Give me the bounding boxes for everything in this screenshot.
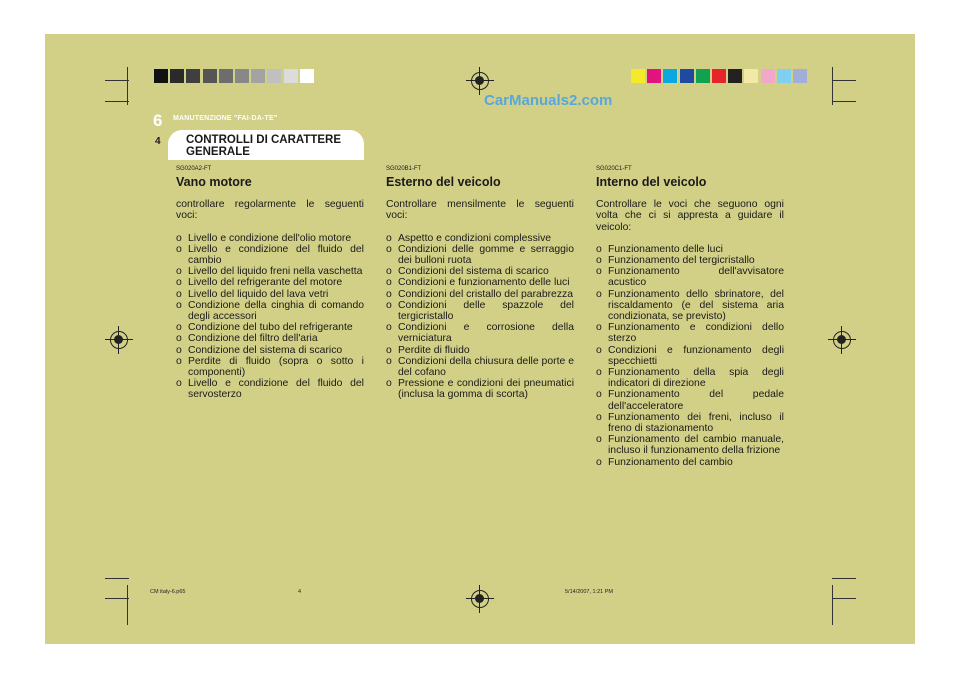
section-code: SG020C1-FT — [596, 166, 632, 172]
section-intro: controllare regolarmente le seguenti voci: — [176, 199, 364, 222]
checklist-item-text: Perdite di fluido (sopra o sotto i componenti) — [188, 355, 364, 379]
column-exterior — [386, 164, 574, 401]
bullet-marker: o — [386, 232, 392, 244]
checklist-item — [596, 266, 784, 288]
checklist-item — [176, 289, 364, 300]
color-swatch — [203, 69, 217, 83]
color-swatch — [728, 69, 742, 83]
color-swatch — [647, 69, 661, 83]
bullet-marker: o — [596, 434, 602, 446]
checklist-item — [176, 277, 364, 288]
checklist-item-text: Funzionamento del pedale dell'acceleratore — [608, 389, 784, 412]
checklist-item — [176, 322, 364, 333]
bullet-marker: o — [596, 288, 602, 300]
section-code: SG020A2-FT — [176, 166, 212, 172]
checklist-item — [176, 300, 364, 322]
checklist-item-text: Condizione della cinghia di comando degli accessori — [188, 299, 364, 323]
bullet-marker: o — [596, 243, 602, 255]
bullet-marker: o — [596, 411, 602, 423]
checklist-item — [176, 266, 364, 277]
checklist-item — [596, 289, 784, 323]
checklist — [176, 233, 364, 401]
crop-mark — [105, 598, 129, 599]
bullet-marker: o — [176, 344, 182, 356]
checklist-item-text: Perdite di fluido — [398, 344, 470, 356]
column-engine-bay — [176, 164, 364, 401]
checklist-item — [386, 244, 574, 266]
bullet-marker: o — [176, 355, 182, 367]
checklist-item-text: Funzionamento e condizioni dello sterzo — [608, 322, 784, 345]
crop-mark — [832, 578, 856, 579]
bullet-marker: o — [386, 243, 392, 255]
chapter-number: 6 — [153, 111, 163, 130]
checklist-item-text: Funzionamento dell'avvisatore acustico — [608, 266, 784, 289]
bullet-marker: o — [386, 299, 392, 311]
checklist-item-text: Livello e condizione del fluido del cambio — [188, 243, 364, 267]
checklist-item — [596, 244, 784, 255]
checklist-item — [386, 356, 574, 378]
bullet-marker: o — [176, 266, 182, 278]
bullet-marker: o — [596, 344, 602, 356]
color-swatch — [267, 69, 281, 83]
bullet-marker: o — [176, 299, 182, 311]
crop-mark — [127, 67, 128, 105]
checklist-item-text: Livello e condizione dell'olio motore — [188, 232, 352, 244]
checklist-item-text: Funzionamento del cambio — [608, 456, 733, 468]
checklist-item-text: Condizioni e funzionamento degli specchietti — [608, 344, 784, 367]
checklist-item — [386, 277, 574, 288]
section-intro: Controllare le voci che seguono ogni volta che ci si appresta a guidare il veicolo: — [596, 199, 784, 233]
registration-mark-icon — [110, 331, 128, 349]
color-swatch — [680, 69, 694, 83]
bullet-marker: o — [176, 232, 182, 244]
checklist-item-text: Aspetto e condizioni complessive — [398, 232, 552, 244]
bullet-marker: o — [386, 277, 392, 289]
column-interior — [596, 164, 784, 468]
color-swatch — [186, 69, 200, 83]
checklist-item — [386, 266, 574, 277]
crop-mark — [127, 585, 128, 625]
checklist-item-text: Condizione del tubo del refrigerante — [188, 322, 353, 334]
color-swatch — [219, 69, 233, 83]
bullet-marker: o — [386, 344, 392, 356]
bullet-marker: o — [386, 322, 392, 334]
checklist-item — [596, 367, 784, 389]
section-title: CONTROLLI DI CARATTERE GENERALE — [186, 134, 342, 158]
checklist-item-text: Funzionamento dello sbrinatore, del riscaldamento (e del sistema aria condizionata, se previsto) — [608, 288, 784, 323]
bullet-marker: o — [176, 277, 182, 289]
checklist — [386, 233, 574, 401]
checklist-item — [596, 345, 784, 367]
checklist-item — [596, 434, 784, 456]
bullet-marker: o — [176, 243, 182, 255]
checklist-item — [596, 255, 784, 266]
footer-file: CM italy-6.p65 — [150, 589, 186, 595]
checklist-item — [596, 457, 784, 468]
crop-mark — [832, 585, 833, 625]
registration-mark-icon — [471, 590, 489, 608]
bullet-marker: o — [386, 355, 392, 367]
footer-page: 4 — [298, 589, 302, 595]
checklist-item — [596, 389, 784, 411]
checklist-item — [386, 322, 574, 344]
crop-mark — [105, 101, 129, 102]
bullet-marker: o — [176, 288, 182, 300]
registration-mark-icon — [471, 72, 489, 90]
checklist-item-text: Livello del refrigerante del motore — [188, 277, 343, 289]
bullet-marker: o — [176, 322, 182, 334]
color-swatch — [663, 69, 677, 83]
checklist-item — [386, 233, 574, 244]
registration-mark-icon — [833, 331, 851, 349]
checklist-item — [176, 333, 364, 344]
color-swatch — [793, 69, 807, 83]
checklist-item — [386, 345, 574, 356]
checklist-item-text: Funzionamento del cambio manuale, incluso il funzionamento della frizione — [608, 434, 784, 457]
checklist-item-text: Funzionamento delle luci — [608, 243, 723, 255]
checklist-item-text: Condizione del filtro dell'aria — [188, 333, 318, 345]
checklist-item-text: Pressione e condizioni dei pneumatici (inclusa la gomma di scorta) — [398, 378, 574, 401]
checklist-item-text: Livello e condizione del fluido del servosterzo — [188, 378, 364, 401]
page-number: 4 — [155, 136, 161, 147]
bullet-marker: o — [596, 389, 602, 401]
bullet-marker: o — [596, 255, 602, 267]
checklist-item-text: Condizioni e funzionamento delle luci — [398, 277, 570, 289]
color-swatch — [300, 69, 314, 83]
bullet-marker: o — [386, 266, 392, 278]
crop-mark — [105, 578, 129, 579]
footer-date: 5/14/2007, 1:21 PM — [565, 589, 614, 595]
checklist-item-text: Condizioni della chiusura delle porte e del cofano — [398, 355, 574, 379]
checklist-item — [386, 378, 574, 400]
section-heading: Esterno del veicolo — [386, 175, 501, 190]
crop-mark — [832, 101, 856, 102]
color-swatch — [712, 69, 726, 83]
bullet-marker: o — [386, 288, 392, 300]
bullet-marker: o — [176, 378, 182, 390]
checklist-item — [176, 244, 364, 266]
checklist-item-text: Condizioni delle gomme e serraggio dei bulloni ruota — [398, 243, 574, 267]
checklist-item — [386, 300, 574, 322]
color-swatch — [154, 69, 168, 83]
checklist-item — [176, 345, 364, 356]
chapter-title: MANUTENZIONE "FAI-DA-TE" — [173, 115, 278, 122]
bullet-marker: o — [596, 322, 602, 334]
checklist-item-text: Condizioni delle spazzole del tergicristallo — [398, 299, 574, 323]
color-swatch — [744, 69, 758, 83]
bullet-marker: o — [386, 378, 392, 390]
crop-mark — [832, 80, 856, 81]
checklist-item-text: Condizioni del sistema di scarico — [398, 266, 549, 278]
bullet-marker: o — [176, 333, 182, 345]
checklist-item-text: Livello del liquido freni nella vaschetta — [188, 266, 363, 278]
checklist-item-text: Funzionamento dei freni, incluso il freno di stazionamento — [608, 411, 784, 435]
checklist-item-text: Condizione del sistema di scarico — [188, 344, 343, 356]
color-swatch — [251, 69, 265, 83]
checklist-item — [176, 356, 364, 378]
crop-mark — [832, 598, 856, 599]
bullet-marker: o — [596, 266, 602, 278]
checklist-item-text: Funzionamento del tergicristallo — [608, 255, 755, 267]
color-swatch — [696, 69, 710, 83]
checklist-item — [176, 378, 364, 400]
checklist-item-text: Funzionamento della spia degli indicatori di direzione — [608, 367, 784, 390]
section-heading: Interno del veicolo — [596, 175, 707, 190]
crop-mark — [832, 67, 833, 105]
color-swatch — [777, 69, 791, 83]
bullet-marker: o — [596, 367, 602, 379]
checklist-item-text: Livello del liquido del lava vetri — [188, 288, 329, 300]
color-swatch — [284, 69, 298, 83]
section-heading: Vano motore — [176, 175, 252, 190]
color-swatch — [235, 69, 249, 83]
checklist — [596, 244, 784, 468]
crop-mark — [105, 80, 129, 81]
section-intro: Controllare mensilmente le seguenti voci: — [386, 199, 574, 222]
color-swatch — [170, 69, 184, 83]
color-swatch — [761, 69, 775, 83]
watermark[interactable]: CarManuals2.com — [484, 92, 613, 109]
checklist-item — [596, 322, 784, 344]
section-code: SG020B1-FT — [386, 166, 422, 172]
checklist-item — [176, 233, 364, 244]
checklist-item — [596, 412, 784, 434]
checklist-item — [386, 289, 574, 300]
checklist-item-text: Condizioni del cristallo del parabrezza — [398, 288, 574, 300]
bullet-marker: o — [596, 456, 602, 468]
checklist-item-text: Condizioni e corrosione della verniciatura — [398, 322, 574, 345]
color-swatch — [631, 69, 645, 83]
